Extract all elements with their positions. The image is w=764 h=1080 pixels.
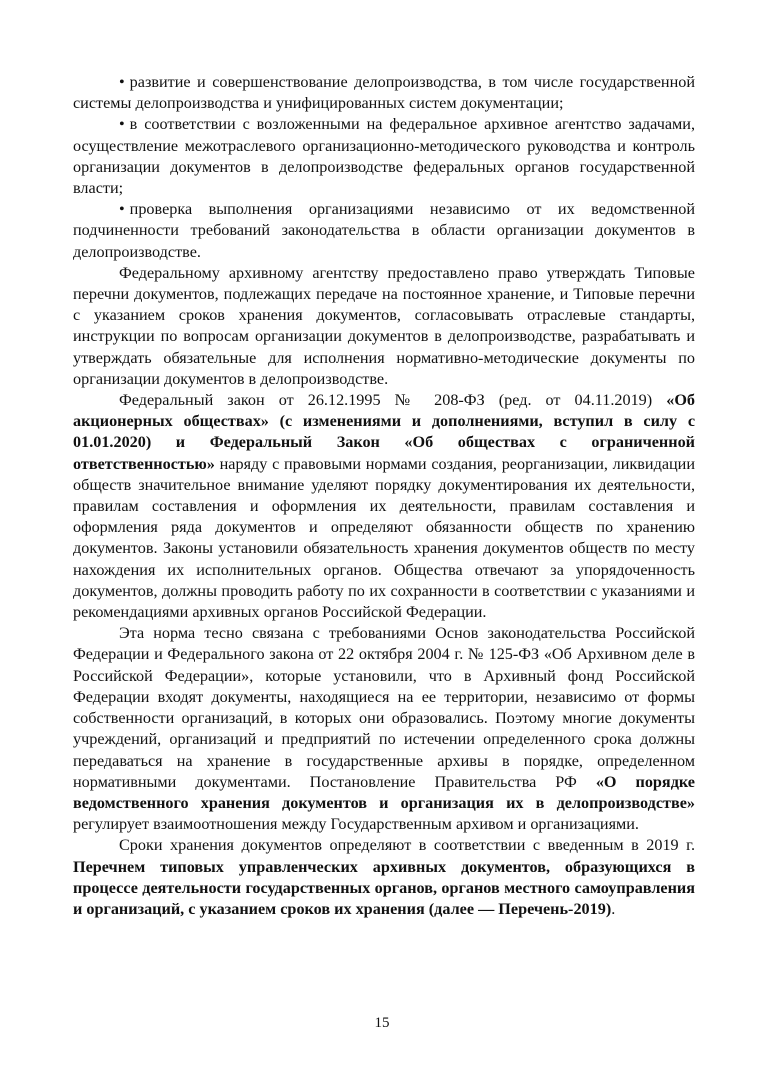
bullet-marker: • xyxy=(119,200,125,219)
paragraph-text: наряду с правовыми нормами создания, реорганизации, ликвидации обществ значительное внимание уделяют порядку документирования их деятельности, правилам составления и оформления их деятельности, правилам составления и оформления ряда документов и определяют обязанности обществ по хранению документов. Законы установили обязательность хранения документов обществ по месту нахождения их исполнительных органов. Общества отвечают за упорядоченность документов, должны проводить работу по их сохранности в соответствии с указаниями и рекомендациями архивных органов Российской Федерации. xyxy=(73,454,695,622)
bullet-text: в соответствии с возложенными на федеральное архивное агентство задачами, осуществление межотраслевого организационно-методического руководства и контроль организации документов в делопроизводстве федеральных органов государственной власти; xyxy=(73,115,695,198)
bullet-marker: • xyxy=(119,115,125,134)
paragraph-text: регулирует взаимоотношения между Государственным архивом и организациями. xyxy=(73,815,639,834)
bullet-item xyxy=(73,199,695,263)
paragraph-text: Федеральный закон от 26.12.1995 № 208-ФЗ (ред. от 04.11.2019) xyxy=(119,391,667,410)
paragraph-federal-law-208 xyxy=(73,390,695,623)
paragraph-text: Эта норма тесно связана с требованиями Основ законодательства Российской Федерации и Федерального закона от 22 октября 2004 г. № 125-ФЗ «Об Архивном деле в Российской Федерации», которые установили, что в Архивный фонд Российской Федерации входят документы, находящиеся на ее территории, независимо от формы собственности организаций, в которых они образовались. Поэтому многие документы учреждений, организаций и предприятий по истечении определенного срока должны передаваться на хранение в государственные архивы в порядке, определенном нормативными документами. Постановление Правительства РФ xyxy=(73,624,695,791)
bullet-text: развитие и совершенствование делопроизводства, в том числе государственной системы делопроизводства и унифицированных систем документации; xyxy=(73,73,695,113)
body-text xyxy=(73,72,695,920)
paragraph-text: Сроки хранения документов определяют в соответствии с введенным в 2019 г. xyxy=(119,836,695,855)
bullet-item xyxy=(73,72,695,114)
paragraph-archive-law-125 xyxy=(73,623,695,835)
page-number: 15 xyxy=(374,1015,390,1031)
resolution-title-bold: «О порядке ведомственного хранения документов и организация их в делопроизводстве» xyxy=(73,772,695,812)
paragraph-text: . xyxy=(611,899,616,918)
paragraph-archive-agency-rights: Федеральному архивному агентству предоставлено право утверждать Типовые перечни документов, подлежащих передаче на постоянное хранение, и Типовые перечни с указанием сроков хранения документов, согласовывать отраслевые стандарты, инструкции по вопросам организации документов в делопроизводстве, разрабатывать и утверждать обязательные для исполнения нормативно-методические документы по организации документов в делопроизводстве. xyxy=(73,263,695,388)
paragraph-retention-terms xyxy=(73,835,695,920)
bullet-marker: • xyxy=(119,73,125,91)
bullet-text: проверка выполнения организациями независимо от их ведомственной подчиненности требований законодательства в области организации документов в делопроизводстве. xyxy=(73,200,695,261)
list-2019-title-bold: Перечнем типовых управленческих архивных документов, образующихся в процессе деятельности государственных органов, органов местного самоуправления и организаций, с указанием сроков их хранения (далее — Перечень-2019) xyxy=(73,857,695,918)
law-titles-bold: «Об акционерных обществах» (с изменениями и дополнениями, вступил в силу с 01.01.2020) и Федеральный Закон «Об обществах с ограниченной ответственностью» xyxy=(73,391,695,473)
bullet-item xyxy=(73,114,695,199)
